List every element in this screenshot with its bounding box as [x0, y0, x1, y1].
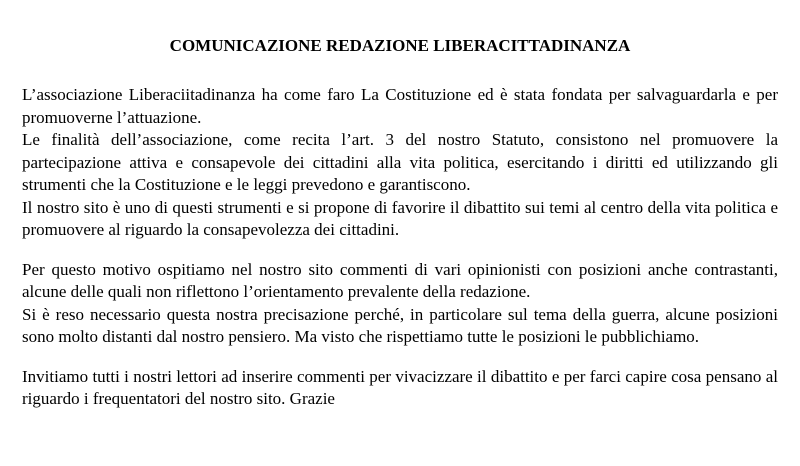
paragraph: L’associazione Liberaciitadinanza ha come faro La Costituzione ed è stata fondata per salvaguardarla e per promuoverne l’attuazione. — [22, 85, 778, 127]
paragraph-block — [22, 259, 778, 349]
document-body — [22, 84, 778, 411]
paragraph: Le finalità dell’associazione, come recita l’art. 3 del nostro Statuto, consistono nel promuovere la partecipazione attiva e consapevole dei cittadini alla vita politica, esercitando i diritti ed utilizzando gli strumenti che la Costituzione e le leggi prevedono e garantiscono. — [22, 130, 778, 194]
paragraph-block — [22, 366, 778, 411]
document-title: COMUNICAZIONE REDAZIONE LIBERACITTADINANZA — [169, 36, 631, 55]
paragraph-block — [22, 84, 778, 242]
paragraph: Per questo motivo ospitiamo nel nostro sito commenti di vari opinionisti con posizioni anche contrastanti, alcune delle quali non riflettono l’orientamento prevalente della redazione. — [22, 259, 778, 301]
paragraph: Invitiamo tutti i nostri lettori ad inserire commenti per vivacizzare il dibattito e per farci capire cosa pensano al riguardo i frequentatori del nostro sito. Grazie — [22, 366, 778, 408]
paragraph: Si è reso necessario questa nostra precisazione perché, in particolare sul tema della guerra, alcune posizioni sono molto distanti dal nostro pensiero. Ma visto che rispettiamo tutte le posizioni le pubblichiamo. — [22, 304, 778, 346]
paragraph: Il nostro sito è uno di questi strumenti e si propone di favorire il dibattito sui temi al centro della vita politica e promuovere al riguardo la consapevolezza dei cittadini. — [22, 197, 778, 239]
